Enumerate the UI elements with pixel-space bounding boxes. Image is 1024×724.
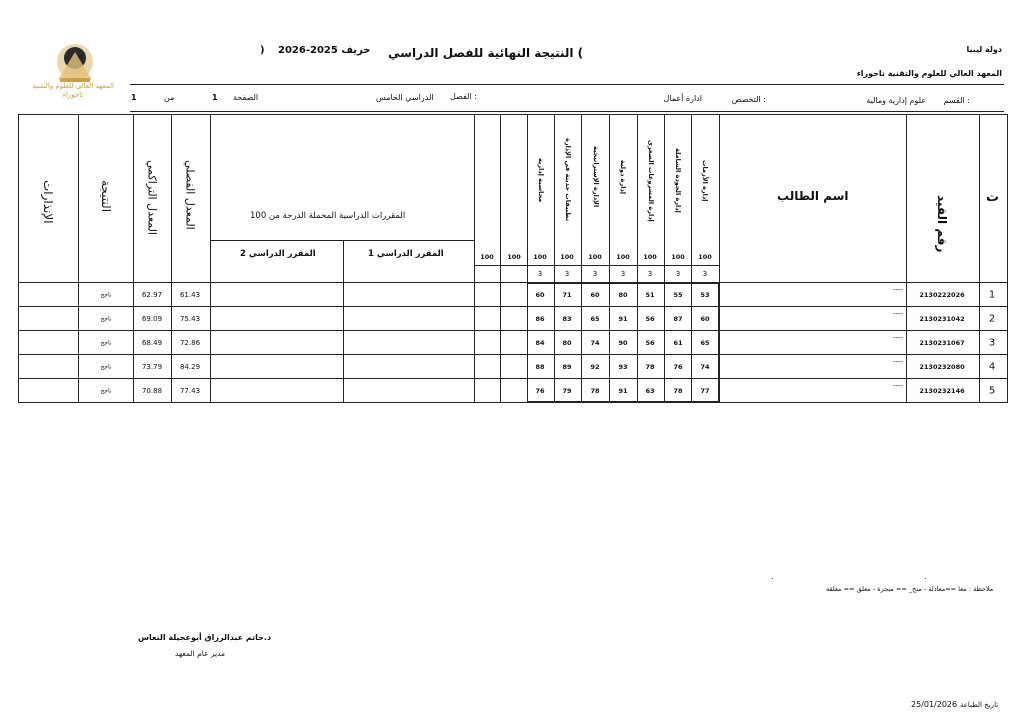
col-warnings-header: الإنذارات [41, 180, 55, 224]
row-grade: 61 [673, 339, 683, 347]
col-index-header: ت [986, 190, 1000, 205]
subject-4-max: 100 [616, 253, 630, 261]
row-grade: 60 [535, 291, 545, 299]
specialization-value: ادارة أعمال [663, 94, 702, 103]
row-index: 1 [988, 289, 996, 301]
row-student-name: ---- [892, 358, 904, 366]
row-semester-gpa: 84.29 [179, 363, 201, 371]
row-student-name: ---- [892, 310, 904, 318]
row-grade: 80 [562, 339, 572, 347]
row-result: ناجح [100, 363, 112, 371]
subject-2-header: إدارة الجودة الشاملة [674, 148, 682, 213]
row-grade: 56 [645, 339, 655, 347]
row-grade: 83 [562, 315, 572, 323]
dot-1: . [924, 572, 927, 581]
row-grade: 89 [562, 363, 572, 371]
row-result: ناجح [100, 315, 112, 323]
row-grade: 71 [562, 291, 572, 299]
row-grade: 77 [700, 387, 710, 395]
row-grade: 90 [618, 339, 628, 347]
row-cumulative-gpa: 62.97 [141, 291, 163, 299]
row-grade: 78 [673, 387, 683, 395]
page-number: 1 [212, 93, 218, 102]
carried-subject-1-header: المقرر الدراسي 1 [368, 249, 444, 259]
subject-6-units: 3 [564, 270, 570, 278]
row-index: 3 [988, 337, 996, 349]
row-grade: 63 [645, 387, 655, 395]
row-student-name: ---- [892, 286, 904, 294]
row-student-id: 2130231042 [919, 315, 965, 323]
row-cumulative-gpa: 73.79 [141, 363, 163, 371]
subject-7-max: 100 [533, 253, 547, 261]
row-semester-gpa: 72.86 [179, 339, 201, 347]
subject-2-units: 3 [675, 270, 681, 278]
row-grade: 76 [673, 363, 683, 371]
col-semester-gpa-header: المعدل الفصلي [183, 160, 197, 230]
row-student-id: 2130232080 [919, 363, 965, 371]
row-semester-gpa: 77.43 [179, 387, 201, 395]
subject-4-units: 3 [620, 270, 626, 278]
row-grade: 65 [700, 339, 710, 347]
subject-3-max: 100 [643, 253, 657, 261]
subject-1-units: 3 [702, 270, 708, 278]
subject-1-max: 100 [698, 253, 712, 261]
carried-subject-2-header: المقرر الدراسي 2 [240, 249, 316, 259]
row-grade: 86 [535, 315, 545, 323]
page-title: النتيجة النهائية للفصل الدراسي ( [388, 46, 584, 60]
row-student-name: ---- [892, 382, 904, 390]
row-student-name: ---- [892, 334, 904, 342]
print-date-label: تاريخ الطباعة [960, 701, 999, 709]
row-cumulative-gpa: 68.49 [141, 339, 163, 347]
term-close: ) [260, 45, 265, 56]
subject-7-header: محاسبة إدارية [537, 158, 545, 203]
term-label: خريف 2025-2026 [278, 45, 371, 56]
dot-2: . [771, 572, 774, 581]
subject-5-units: 3 [592, 270, 598, 278]
row-grade: 74 [590, 339, 600, 347]
subject-4-header: إدارة دولية [619, 160, 627, 195]
row-grade: 53 [700, 291, 710, 299]
row-student-id: 2130222026 [919, 291, 965, 299]
country-label: دولة ليبيا [966, 45, 1002, 54]
row-grade: 88 [535, 363, 545, 371]
col-name-header: اسم الطالب [777, 189, 849, 203]
row-result: ناجح [100, 387, 112, 395]
row-grade: 55 [673, 291, 683, 299]
page-total: 1 [131, 93, 137, 102]
department-value: علوم إدارية ومالية [866, 96, 926, 105]
subject-1-header: إدارة الأزمات [701, 160, 709, 202]
row-index: 5 [988, 385, 996, 397]
row-index: 2 [988, 313, 996, 325]
row-grade: 78 [645, 363, 655, 371]
row-cumulative-gpa: 69.09 [141, 315, 163, 323]
semester-value: الدراسي الخامس [376, 93, 434, 102]
row-grade: 93 [618, 363, 628, 371]
row-grade: 91 [618, 387, 628, 395]
subject-9-max: 100 [480, 253, 494, 261]
subject-6-header: تطبيقات حديثة في الإدارة [564, 138, 572, 222]
subject-5-max: 100 [588, 253, 602, 261]
col-result-header: النتيجة [99, 180, 113, 213]
row-grade: 84 [535, 339, 545, 347]
row-grade: 91 [618, 315, 628, 323]
subject-6-max: 100 [560, 253, 574, 261]
semester-label: الفصل : [450, 92, 477, 101]
subject-7-units: 3 [537, 270, 543, 278]
institute-logo [30, 40, 120, 108]
logo-text: المعهد العالي للعلوم والتقنية تاجوراء [32, 82, 114, 99]
legend-note: ملاحظة : معا ==معادلة - منح_ == مبجزة - معلق == معلقة [826, 585, 994, 593]
row-semester-gpa: 61.43 [179, 291, 201, 299]
row-cumulative-gpa: 70.88 [141, 387, 163, 395]
subject-3-units: 3 [647, 270, 653, 278]
subject-3-header: إدارة المشروعات الصغرى [647, 140, 655, 222]
of-label: من [164, 93, 175, 102]
page-label: الصفحة [233, 93, 259, 102]
row-grade: 92 [590, 363, 600, 371]
row-index: 4 [988, 361, 996, 373]
row-result: ناجح [100, 339, 112, 347]
row-student-id: 2130232146 [919, 387, 965, 395]
subject-2-max: 100 [671, 253, 685, 261]
row-grade: 80 [618, 291, 628, 299]
institute-label: المعهد العالي للعلوم والتقنية تاجوراء [856, 69, 1002, 78]
carried-subjects-title: المقررات الدراسية المحملة الدرجة من 100 [250, 211, 406, 221]
row-grade: 51 [645, 291, 655, 299]
subject-5-header: الإدارة الإستراتيجية [592, 146, 600, 208]
grades-frame [527, 283, 719, 402]
row-student-id: 2130231067 [919, 339, 965, 347]
signatory-name: د.حاتم عبدالرزاق أبوعجيلة النعاس [138, 633, 272, 642]
row-grade: 87 [673, 315, 683, 323]
print-date: 25/01/2026 [911, 700, 958, 709]
row-grade: 76 [535, 387, 545, 395]
specialization-label: التخصص : [731, 95, 766, 104]
col-id-header: رقم القيد [935, 195, 949, 253]
row-semester-gpa: 75.43 [179, 315, 201, 323]
row-grade: 60 [700, 315, 710, 323]
row-grade: 79 [562, 387, 572, 395]
row-result: ناجح [100, 291, 112, 299]
row-grade: 65 [590, 315, 600, 323]
row-grade: 60 [590, 291, 600, 299]
subject-8-max: 100 [507, 253, 521, 261]
row-grade: 78 [590, 387, 600, 395]
col-cumulative-gpa-header: المعدل التراكمي [145, 160, 159, 235]
row-grade: 74 [700, 363, 710, 371]
department-label: القسم : [943, 96, 970, 105]
signatory-title: مدير عام المعهد [175, 649, 226, 658]
row-grade: 56 [645, 315, 655, 323]
